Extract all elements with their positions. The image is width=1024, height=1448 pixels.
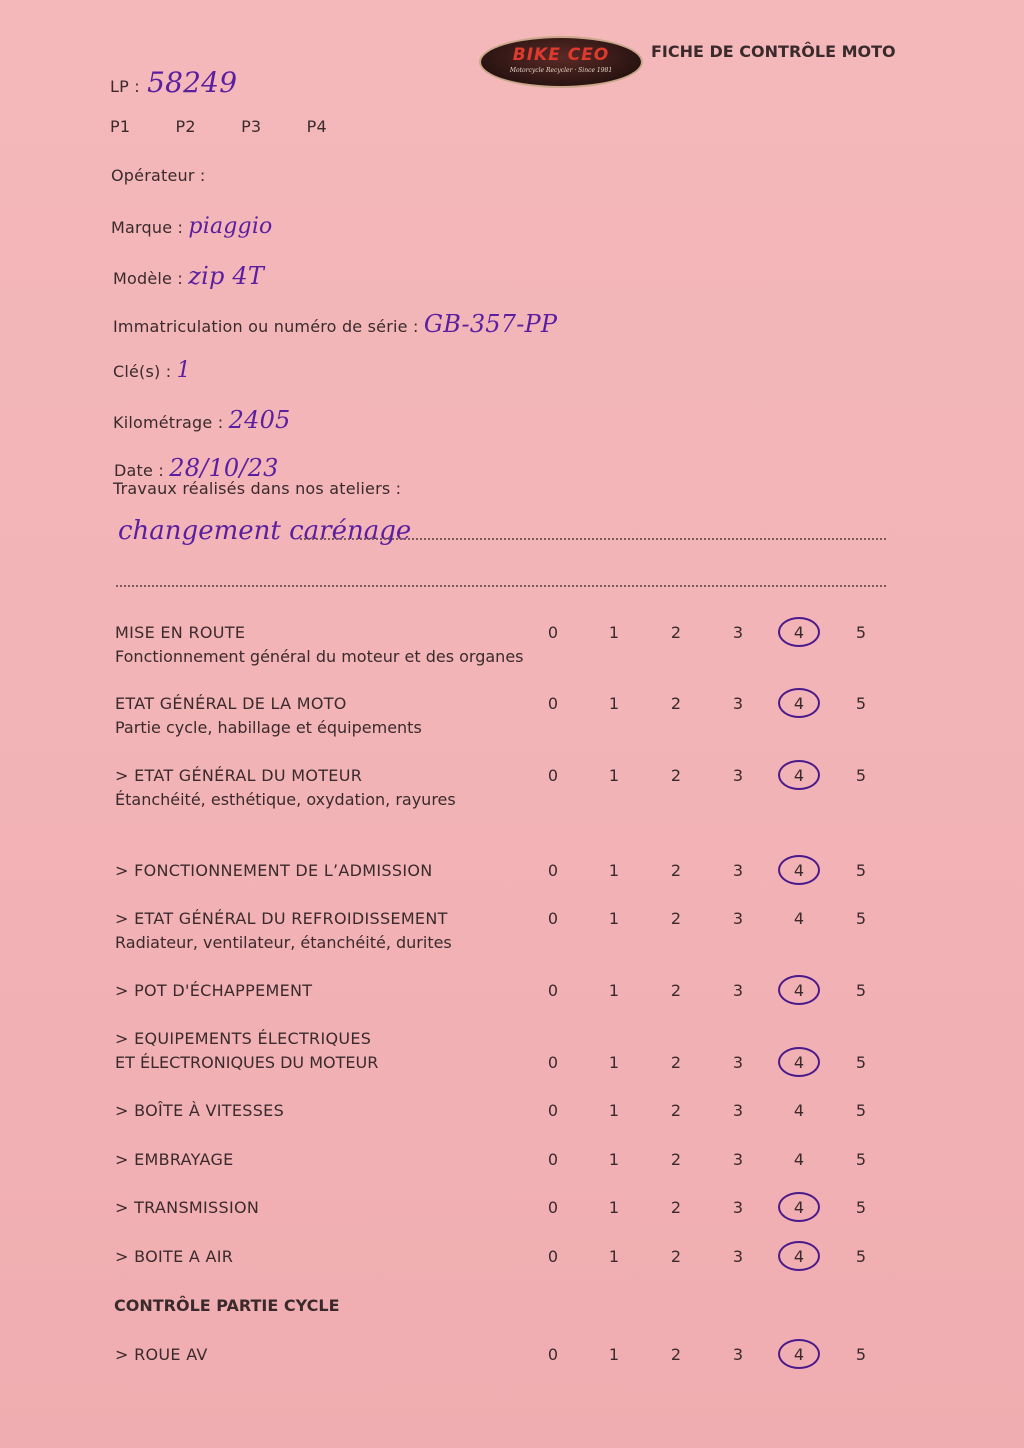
score-option-4: 4	[793, 623, 805, 642]
score-option-4: 4	[793, 981, 805, 1000]
selected-score-circle	[778, 1192, 820, 1222]
selected-score-circle	[778, 1047, 820, 1077]
brand-value: piaggio	[188, 214, 273, 239]
lp-row	[110, 66, 237, 99]
model-label: Modèle :	[113, 269, 183, 288]
operator-label: Opérateur :	[111, 166, 206, 185]
check-item-title: > ETAT GÉNÉRAL DU MOTEUR	[115, 766, 363, 785]
position-p2: P2	[175, 117, 196, 136]
score-option-0: 0	[547, 1198, 559, 1217]
work-line-1	[300, 538, 886, 540]
score-option-0: 0	[547, 1345, 559, 1364]
check-item-title: > FONCTIONNEMENT DE L’ADMISSION	[115, 861, 433, 880]
score-option-1: 1	[608, 861, 620, 880]
score-option-1: 1	[608, 1247, 620, 1266]
selected-score-circle	[778, 688, 820, 718]
selected-score-circle	[778, 1241, 820, 1271]
check-item-title: MISE EN ROUTE	[115, 623, 246, 642]
brand-label: Marque :	[111, 218, 184, 237]
lp-label: LP :	[110, 77, 140, 96]
score-option-2: 2	[670, 981, 682, 1000]
work-value: changement carénage	[118, 516, 412, 546]
work-label: Travaux réalisés dans nos ateliers :	[113, 479, 402, 498]
work-line-2	[116, 585, 886, 587]
score-option-3: 3	[732, 861, 744, 880]
score-option-4: 4	[793, 861, 805, 880]
mileage-row	[113, 406, 291, 434]
check-item-title: > ROUE AV	[115, 1345, 208, 1364]
score-option-2: 2	[670, 861, 682, 880]
score-option-0: 0	[547, 623, 559, 642]
score-option-0: 0	[547, 981, 559, 1000]
selected-score-circle	[778, 760, 820, 790]
model-row	[113, 262, 264, 290]
position-p3: P3	[241, 117, 262, 136]
score-option-5: 5	[855, 1150, 867, 1169]
score-option-4: 4	[793, 1053, 805, 1072]
score-option-2: 2	[670, 909, 682, 928]
selected-score-circle	[778, 617, 820, 647]
position-row	[110, 117, 327, 136]
keys-row	[113, 358, 191, 383]
score-option-0: 0	[547, 766, 559, 785]
score-option-1: 1	[608, 1150, 620, 1169]
score-option-1: 1	[608, 694, 620, 713]
check-item-subtitle: Étanchéité, esthétique, oxydation, rayures	[115, 790, 456, 809]
selected-score-circle	[778, 975, 820, 1005]
score-option-5: 5	[855, 861, 867, 880]
position-p1: P1	[110, 117, 131, 136]
score-option-4: 4	[793, 1101, 805, 1120]
registration-row	[113, 310, 557, 338]
score-option-5: 5	[855, 694, 867, 713]
keys-value: 1	[176, 358, 191, 383]
brand-row	[111, 214, 273, 239]
check-item-subtitle: Fonctionnement général du moteur et des organes	[115, 647, 524, 666]
score-option-1: 1	[608, 1198, 620, 1217]
score-option-1: 1	[608, 1053, 620, 1072]
score-option-5: 5	[855, 909, 867, 928]
score-option-1: 1	[608, 766, 620, 785]
score-option-4: 4	[793, 766, 805, 785]
bike-center-logo: BIKE CEO Motorcycle Recycler · Since 1981	[479, 36, 643, 88]
score-option-0: 0	[547, 909, 559, 928]
score-option-4: 4	[793, 1247, 805, 1266]
check-item-title: > BOÎTE À VITESSES	[115, 1101, 285, 1120]
score-option-2: 2	[670, 623, 682, 642]
score-option-3: 3	[732, 1198, 744, 1217]
score-option-5: 5	[855, 1247, 867, 1266]
registration-label: Immatriculation ou numéro de série :	[113, 317, 419, 336]
score-option-4: 4	[793, 1345, 805, 1364]
score-option-3: 3	[732, 1053, 744, 1072]
score-option-5: 5	[855, 1345, 867, 1364]
score-option-1: 1	[608, 1101, 620, 1120]
check-item-title: > EMBRAYAGE	[115, 1150, 234, 1169]
score-option-0: 0	[547, 1150, 559, 1169]
registration-value: GB-357-PP	[423, 310, 558, 338]
score-option-2: 2	[670, 1198, 682, 1217]
check-item-subtitle: Partie cycle, habillage et équipements	[115, 718, 422, 737]
selected-score-circle	[778, 855, 820, 885]
score-option-2: 2	[670, 766, 682, 785]
score-option-1: 1	[608, 981, 620, 1000]
lp-value: 58249	[147, 66, 238, 99]
score-option-5: 5	[855, 1053, 867, 1072]
score-option-2: 2	[670, 1101, 682, 1120]
selected-score-circle	[778, 1339, 820, 1369]
check-item-title: > EQUIPEMENTS ÉLECTRIQUES	[115, 1029, 372, 1048]
score-option-3: 3	[732, 1345, 744, 1364]
date-value: 28/10/23	[169, 454, 279, 482]
score-option-3: 3	[732, 909, 744, 928]
score-option-4: 4	[793, 909, 805, 928]
section-heading-partie-cycle: CONTRÔLE PARTIE CYCLE	[114, 1296, 340, 1315]
score-option-3: 3	[732, 1247, 744, 1266]
check-item-title: > BOITE A AIR	[115, 1247, 234, 1266]
position-p4: P4	[306, 117, 327, 136]
check-item-subtitle: Radiateur, ventilateur, étanchéité, durites	[115, 933, 452, 952]
score-option-0: 0	[547, 861, 559, 880]
score-option-4: 4	[793, 694, 805, 713]
score-option-5: 5	[855, 623, 867, 642]
document-title: FICHE DE CONTRÔLE MOTO	[651, 42, 896, 61]
date-label: Date :	[114, 461, 164, 480]
check-item-title: > ETAT GÉNÉRAL DU REFROIDISSEMENT	[115, 909, 448, 928]
score-option-0: 0	[547, 1053, 559, 1072]
check-item-title: > POT D'ÉCHAPPEMENT	[115, 981, 313, 1000]
keys-label: Clé(s) :	[113, 362, 172, 381]
score-option-0: 0	[547, 1101, 559, 1120]
check-item-title: ETAT GÉNÉRAL DE LA MOTO	[115, 694, 347, 713]
score-option-5: 5	[855, 1198, 867, 1217]
score-option-5: 5	[855, 1101, 867, 1120]
score-option-4: 4	[793, 1150, 805, 1169]
score-option-3: 3	[732, 1101, 744, 1120]
score-option-4: 4	[793, 1198, 805, 1217]
mileage-label: Kilométrage :	[113, 413, 224, 432]
score-option-1: 1	[608, 1345, 620, 1364]
score-option-1: 1	[608, 909, 620, 928]
score-option-2: 2	[670, 1053, 682, 1072]
score-option-0: 0	[547, 694, 559, 713]
model-value: zip 4T	[188, 262, 265, 290]
score-option-2: 2	[670, 1247, 682, 1266]
mileage-value: 2405	[228, 406, 291, 434]
score-option-3: 3	[732, 694, 744, 713]
score-option-2: 2	[670, 1150, 682, 1169]
score-option-5: 5	[855, 981, 867, 1000]
score-option-0: 0	[547, 1247, 559, 1266]
score-option-3: 3	[732, 766, 744, 785]
score-option-2: 2	[670, 694, 682, 713]
score-option-2: 2	[670, 1345, 682, 1364]
score-option-3: 3	[732, 1150, 744, 1169]
score-option-3: 3	[732, 981, 744, 1000]
score-option-1: 1	[608, 623, 620, 642]
score-option-3: 3	[732, 623, 744, 642]
check-item-subtitle: ET ÉLECTRONIQUES DU MOTEUR	[115, 1053, 379, 1072]
score-option-5: 5	[855, 766, 867, 785]
date-row	[114, 454, 279, 482]
check-item-title: > TRANSMISSION	[115, 1198, 260, 1217]
